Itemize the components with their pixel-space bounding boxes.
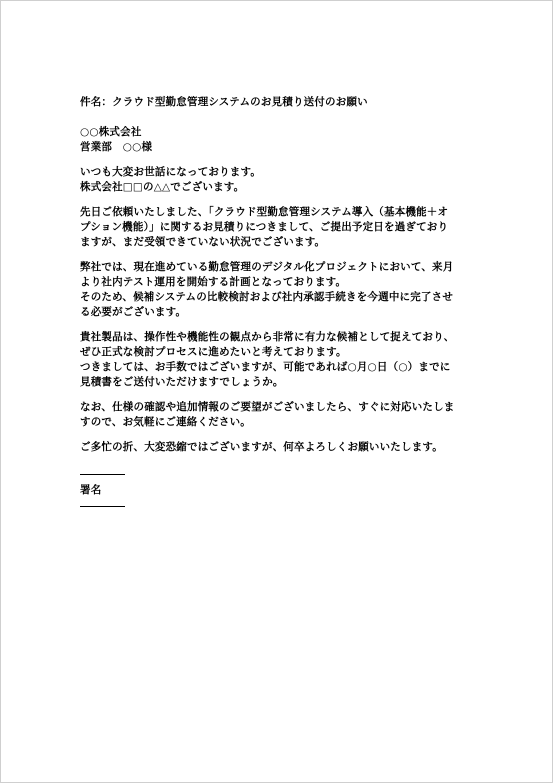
recipient-company: ○○株式会社 [80, 126, 142, 138]
subject-text: 件名：クラウド型勤怠管理システムのお見積り送付のお願い [80, 96, 368, 108]
body-line: る必要がございます。 [80, 306, 187, 318]
body-line: 貴社製品は、操作性や機能性の観点から非常に有力な候補として捉えており、 [80, 331, 455, 343]
body-line: なお、仕様の確認や追加情報のご要望がございましたら、すぐに対応いたしま [80, 401, 455, 413]
body-line: 弊社では、現在進めている勤怠管理のデジタル化プロジェクトにおいて、来月 [80, 261, 454, 273]
subject-line [80, 95, 480, 110]
signature-rule-bottom [80, 506, 125, 507]
body-paragraph-4 [80, 400, 480, 430]
body-line: プション機能）」に関するお見積りにつきまして、ご提出予定日を過ぎており [80, 221, 449, 233]
recipient-block [80, 125, 480, 155]
body-line: 見積書をご送付いただけますでしょうか。 [80, 376, 284, 388]
closing-line: ご多忙の折、大変恐縮ではございますが、何卒よろしくお願いいたします。 [80, 441, 443, 453]
body-line: より社内テスト運用を開始する計画となっております。 [80, 276, 347, 288]
signature-block [80, 474, 480, 507]
body-paragraph-3 [80, 330, 480, 390]
body-paragraph-1 [80, 205, 480, 250]
body-line: つきましては、お手数ではございますが、可能であれば○月○日（○）までに [80, 361, 451, 373]
body-line: そのため、候補システムの比較検討および社内承認手続きを今週中に完了させ [80, 291, 454, 303]
signature-label: 署名 [80, 484, 102, 496]
body-line: 先日ご依頼いたしました、「クラウド型勤怠管理システム導入（基本機能＋オ [80, 206, 449, 218]
greeting-line: 株式会社□□の△△でございます。 [80, 181, 245, 193]
body-line: ますが、まだ受領できていない状況でございます。 [80, 236, 326, 248]
closing-paragraph [80, 440, 480, 455]
letter-body [80, 95, 480, 507]
body-paragraph-2 [80, 260, 480, 320]
greeting-line: いつも大変お世話になっております。 [80, 166, 262, 178]
greeting-paragraph [80, 165, 480, 195]
body-line: すので、お気軽にご連絡ください。 [80, 416, 251, 428]
body-line: ぜひ正式な検討プロセスに進めたいと考えております。 [80, 346, 347, 358]
signature-rule-top [80, 474, 125, 475]
recipient-department: 営業部 ○○様 [80, 141, 153, 153]
